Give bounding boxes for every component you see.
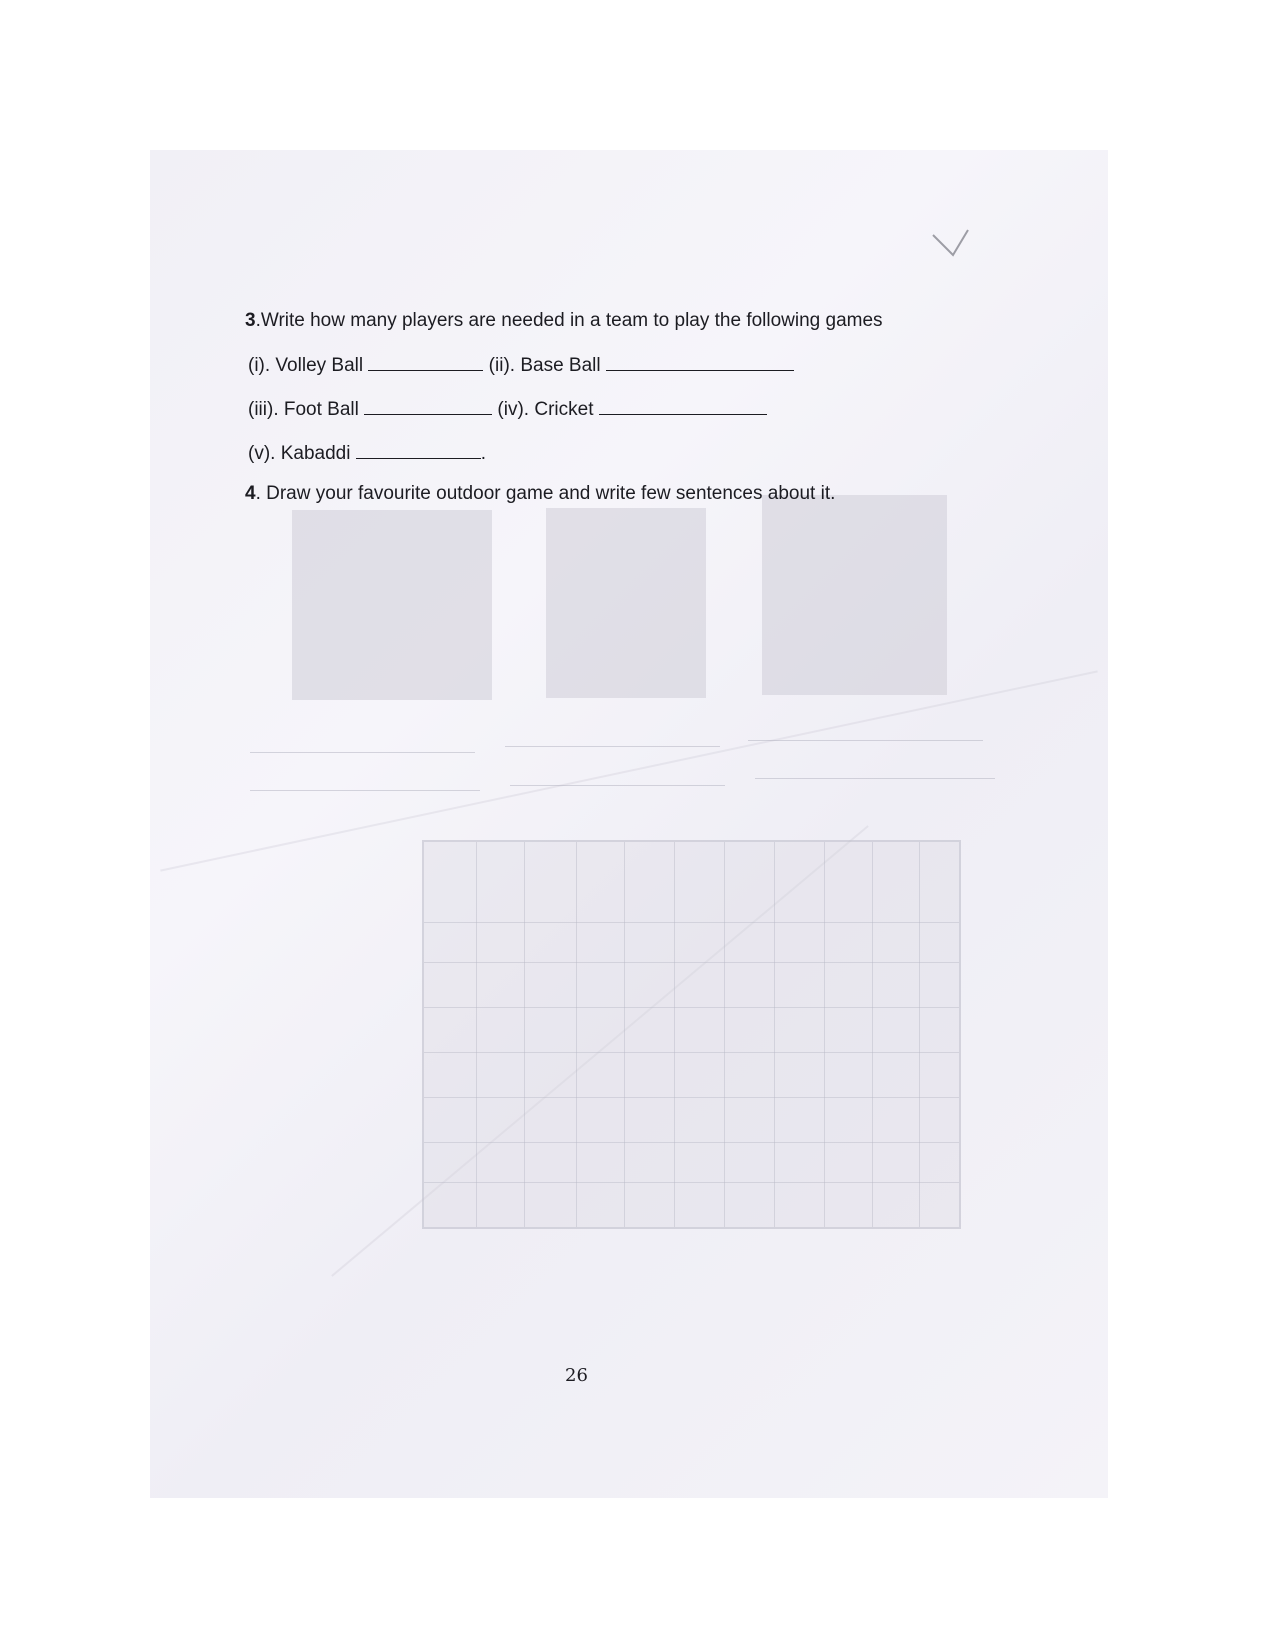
question-text: .Write how many players are needed in a team to play the following games [255, 310, 883, 331]
end-period: . [480, 443, 487, 464]
item-label-base-ball: (ii). Base Ball [488, 355, 601, 376]
question-3-heading [245, 310, 883, 332]
question-3-row-1 [248, 354, 794, 377]
show-through-photo [546, 508, 706, 698]
question-3-row-3 [248, 442, 486, 465]
fold-mark-icon [928, 220, 978, 270]
show-through-photo [292, 510, 492, 700]
answer-blank[interactable] [356, 442, 481, 459]
question-4-heading [245, 483, 835, 505]
show-through-line [250, 752, 475, 753]
show-through-line [510, 785, 725, 786]
answer-blank[interactable] [599, 398, 767, 415]
show-through-grid [422, 840, 961, 1229]
show-through-photo [762, 495, 947, 695]
show-through-line [755, 778, 995, 779]
show-through-line [250, 790, 480, 791]
worksheet-page [150, 150, 1108, 1498]
question-number: 4 [245, 483, 256, 504]
show-through-line [748, 740, 983, 741]
question-3-row-2 [248, 398, 767, 421]
item-label-volley-ball: (i). Volley Ball [248, 355, 364, 376]
show-through-line [505, 746, 720, 747]
item-label-cricket: (iv). Cricket [497, 399, 594, 420]
item-label-foot-ball: (iii). Foot Ball [248, 399, 359, 420]
answer-blank[interactable] [606, 354, 794, 371]
page-number: 26 [565, 1365, 588, 1386]
answer-blank[interactable] [364, 398, 492, 415]
question-text: . Draw your favourite outdoor game and write few sentences about it. [255, 483, 836, 504]
question-number: 3 [245, 310, 256, 331]
item-label-kabaddi: (v). Kabaddi [248, 443, 351, 464]
answer-blank[interactable] [368, 354, 483, 371]
